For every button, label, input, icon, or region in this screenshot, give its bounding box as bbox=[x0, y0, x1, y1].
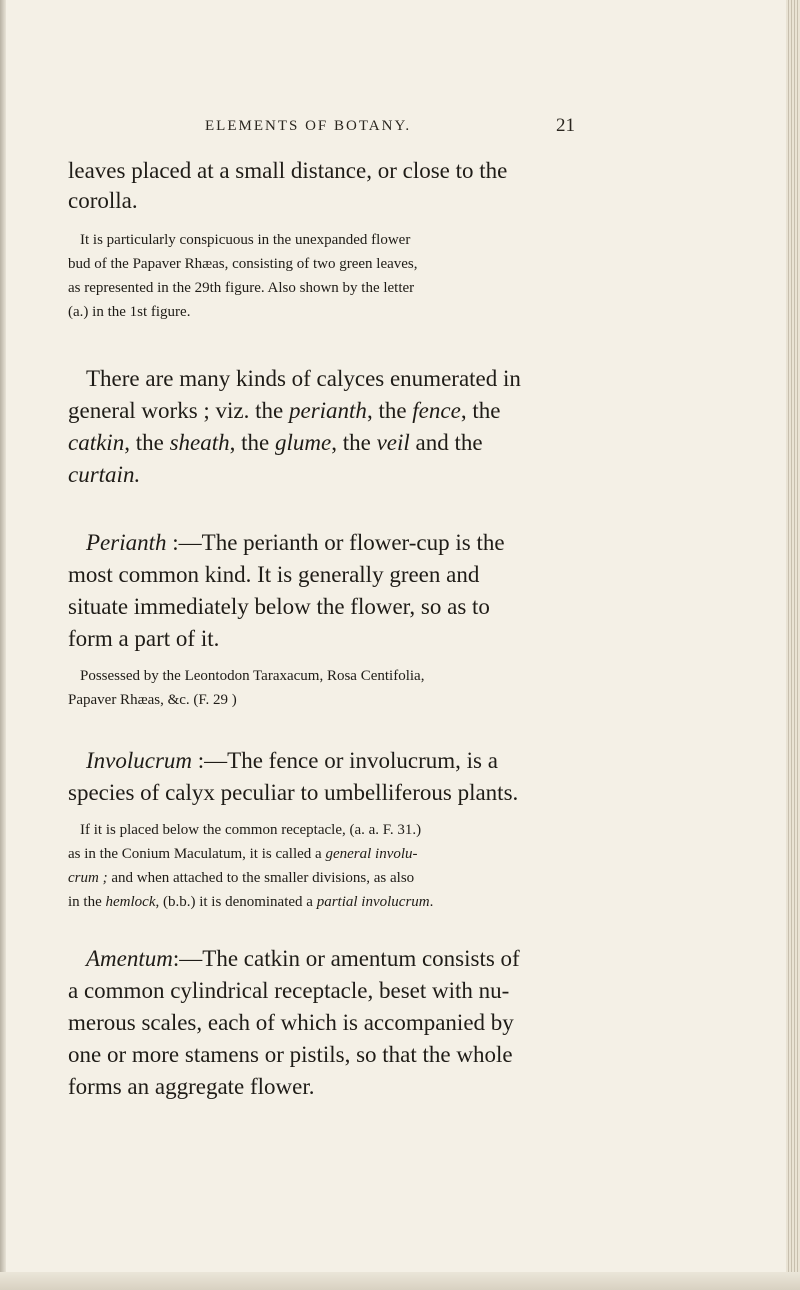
note3-line-4 bbox=[68, 894, 433, 911]
term-perianth: perianth bbox=[288, 398, 367, 423]
p2-line-2 bbox=[68, 398, 500, 424]
p5-line-1 bbox=[86, 946, 520, 972]
p2-line-3-text-b: , the bbox=[124, 430, 170, 455]
note3-line-3-text: and when attached to the smaller divisions, as also bbox=[107, 870, 415, 886]
note2-line-2: Papaver Rhæas, &c. (F. 29 ) bbox=[68, 692, 237, 708]
note3-line-2 bbox=[68, 846, 418, 863]
p1-line-1: leaves placed at a small distance, or close to the bbox=[68, 158, 508, 183]
note3-line-4-text-c: , (b.b.) it is denominated a bbox=[155, 894, 317, 910]
p2-line-4 bbox=[68, 462, 140, 488]
p3-line-2: most common kind. It is generally green and bbox=[68, 562, 480, 587]
term-general-involucrum-end: crum ; bbox=[68, 870, 108, 886]
note3-line-2-text: as in the Conium Maculatum, it is called a bbox=[68, 846, 326, 862]
term-fence: fence bbox=[412, 398, 461, 423]
p3-line-4: form a part of it. bbox=[68, 626, 220, 651]
p5-line-3: merous scales, each of which is accompanied by bbox=[68, 1010, 514, 1035]
p3-line-3: situate immediately below the flower, so as to bbox=[68, 594, 490, 619]
page-bottom-edge bbox=[0, 1272, 800, 1290]
term-hemlock: hemlock bbox=[105, 894, 156, 910]
p2-line-3-text-h: and the bbox=[409, 430, 483, 455]
p2-line-3 bbox=[68, 430, 483, 456]
note3-line-3 bbox=[68, 870, 414, 887]
term-general-involucrum: general involu- bbox=[325, 846, 418, 862]
p2-line-2-text-a: general works ; viz. the bbox=[68, 398, 289, 423]
note1-line-2: bud of the Papaver Rhæas, consisting of two green leaves, bbox=[68, 256, 418, 272]
heading-perianth: Perianth bbox=[86, 530, 167, 555]
p5-line-4: one or more stamens or pistils, so that the whole bbox=[68, 1042, 513, 1067]
running-title: ELEMENTS OF BOTANY. bbox=[205, 118, 412, 134]
p2-line-3-text-f: , the bbox=[331, 430, 377, 455]
p5-line-1-text: :—The catkin or amentum consists of bbox=[172, 946, 520, 971]
term-glume: glume bbox=[274, 430, 332, 455]
p3-line-1-text: :—The perianth or flower-cup is the bbox=[166, 530, 505, 555]
p4-line-2: species of calyx peculiar to umbelliferous plants. bbox=[68, 780, 519, 805]
heading-amentum: Amentum bbox=[86, 946, 173, 971]
note3-line-4-text-a: in the bbox=[68, 894, 106, 910]
note2-line-1: Possessed by the Leontodon Taraxacum, Rosa Centifolia, bbox=[80, 668, 425, 684]
p2-line-2-text-c: , the bbox=[366, 398, 413, 423]
p1-line-2: corolla. bbox=[68, 188, 138, 213]
p3-line-1 bbox=[86, 530, 505, 556]
term-curtain: curtain. bbox=[68, 462, 141, 487]
p2-line-3-text-d: , the bbox=[229, 430, 275, 455]
term-sheath: sheath bbox=[169, 430, 230, 455]
page-edges bbox=[786, 0, 800, 1290]
term-veil: veil bbox=[376, 430, 410, 455]
note1-line-3: as represented in the 29th figure. Also shown by the letter bbox=[68, 280, 415, 296]
p2-line-1: There are many kinds of calyces enumerated in bbox=[86, 366, 521, 391]
note3-line-1: If it is placed below the common receptacle, (a. a. F. 31.) bbox=[80, 822, 422, 838]
page-number: 21 bbox=[556, 115, 575, 136]
p5-line-2: a common cylindrical receptacle, beset with nu- bbox=[68, 978, 510, 1003]
term-partial-involucrum: partial involucrum bbox=[316, 894, 430, 910]
p2-line-2-text-e: , the bbox=[460, 398, 501, 423]
note1-line-1: It is particularly conspicuous in the unexpanded flower bbox=[80, 232, 411, 248]
term-catkin: catkin bbox=[68, 430, 125, 455]
heading-involucrum: Involucrum bbox=[86, 748, 193, 773]
p4-line-1 bbox=[86, 748, 498, 774]
note3-line-4-text-e: . bbox=[429, 894, 434, 910]
p5-line-5: forms an aggregate flower. bbox=[68, 1074, 315, 1099]
note1-line-4: (a.) in the 1st figure. bbox=[68, 304, 191, 320]
p4-line-1-text: :—The fence or involucrum, is a bbox=[192, 748, 498, 773]
binding-shadow bbox=[0, 0, 6, 1290]
